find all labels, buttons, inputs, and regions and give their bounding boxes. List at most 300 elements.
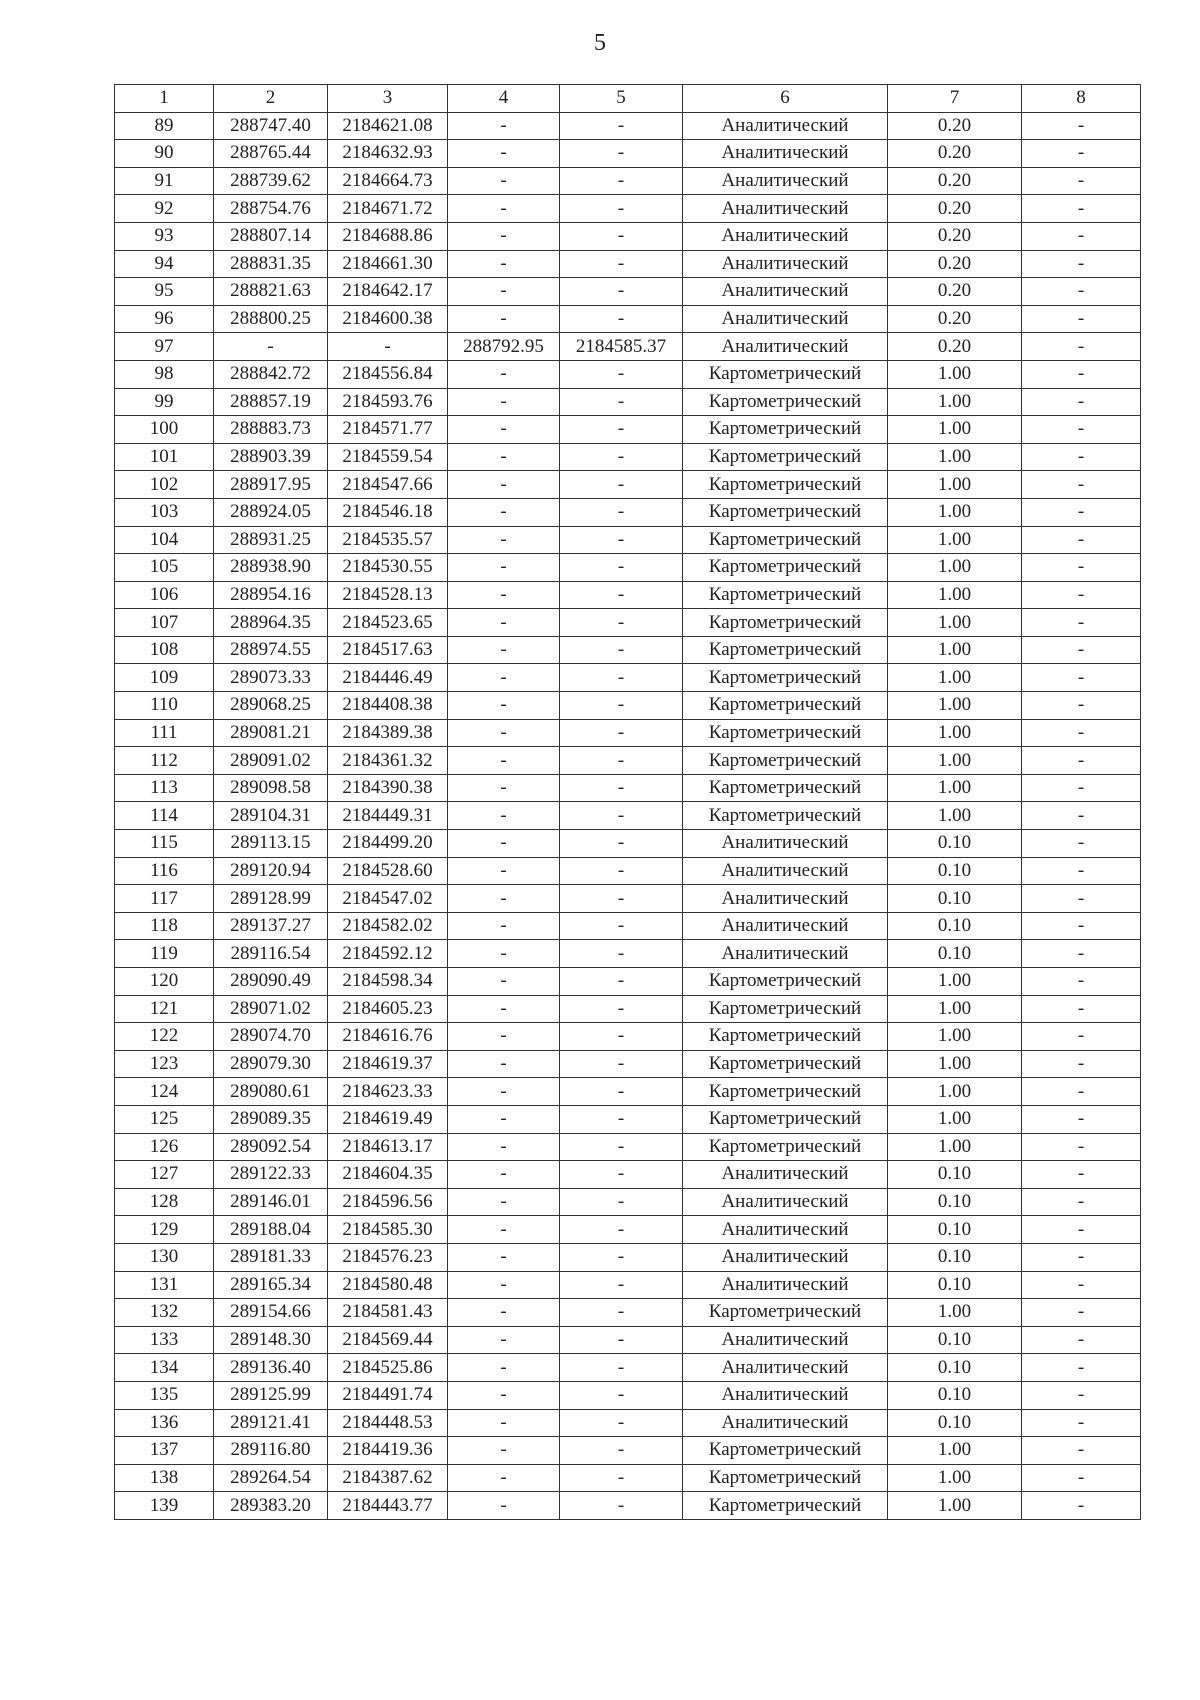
table-cell: Аналитический [683, 912, 888, 940]
table-cell: - [560, 305, 683, 333]
table-cell: - [1022, 995, 1141, 1023]
table-cell: - [1022, 333, 1141, 361]
table-row [115, 802, 1141, 830]
table-cell: - [560, 1243, 683, 1271]
table-cell: - [560, 1326, 683, 1354]
table-cell: 2184593.76 [328, 388, 448, 416]
table-cell: - [560, 1354, 683, 1382]
table-cell: 289074.70 [214, 1023, 328, 1051]
table-cell: - [448, 1299, 560, 1327]
table-row [115, 1078, 1141, 1106]
table-cell: - [1022, 1078, 1141, 1106]
table-cell: 1.00 [888, 1437, 1022, 1465]
page-number: 5 [594, 30, 606, 56]
table-cell: 1.00 [888, 498, 1022, 526]
table-cell: 1.00 [888, 1133, 1022, 1161]
table-cell: 132 [115, 1299, 214, 1327]
table-cell: - [560, 664, 683, 692]
table-cell: 0.20 [888, 112, 1022, 140]
table-cell: 289080.61 [214, 1078, 328, 1106]
table-cell: - [1022, 1354, 1141, 1382]
table-cell: 0.20 [888, 333, 1022, 361]
table-cell: 0.10 [888, 1381, 1022, 1409]
table-cell: 0.10 [888, 1271, 1022, 1299]
table-row [115, 1492, 1141, 1520]
table-cell: - [560, 940, 683, 968]
table-cell: - [448, 1078, 560, 1106]
table-cell: 289125.99 [214, 1381, 328, 1409]
table-row [115, 1299, 1141, 1327]
table-row [115, 885, 1141, 913]
table-cell: - [448, 360, 560, 388]
table-cell: 289120.94 [214, 857, 328, 885]
table-cell: 2184408.38 [328, 692, 448, 720]
table-cell: 2184517.63 [328, 636, 448, 664]
table-row [115, 664, 1141, 692]
table-cell: 289116.80 [214, 1437, 328, 1465]
table-cell: 289383.20 [214, 1492, 328, 1520]
table-cell: - [1022, 1133, 1141, 1161]
table-cell: 117 [115, 885, 214, 913]
table-cell: - [560, 719, 683, 747]
table-cell: 289089.35 [214, 1105, 328, 1133]
table-cell: - [448, 140, 560, 168]
table-cell: 289098.58 [214, 774, 328, 802]
table-cell: 100 [115, 416, 214, 444]
table-cell: 289113.15 [214, 830, 328, 858]
table-cell: - [560, 995, 683, 1023]
table-cell: Картометрический [683, 719, 888, 747]
table-cell: - [560, 1216, 683, 1244]
table-cell: 0.10 [888, 857, 1022, 885]
table-cell: Картометрический [683, 774, 888, 802]
table-cell: 288924.05 [214, 498, 328, 526]
table-cell: - [448, 1492, 560, 1520]
table-cell: 1.00 [888, 968, 1022, 996]
table-cell: 1.00 [888, 747, 1022, 775]
table-cell: - [448, 636, 560, 664]
table-cell: - [1022, 636, 1141, 664]
table-cell: 129 [115, 1216, 214, 1244]
table-cell: - [448, 498, 560, 526]
table-cell: 0.10 [888, 912, 1022, 940]
table-cell: 1.00 [888, 360, 1022, 388]
table-cell: 1.00 [888, 664, 1022, 692]
table-row [115, 1161, 1141, 1189]
table-cell: 2184499.20 [328, 830, 448, 858]
table-cell: - [448, 554, 560, 582]
table-cell: Картометрический [683, 664, 888, 692]
table-cell: 1.00 [888, 1023, 1022, 1051]
table-cell: Картометрический [683, 1023, 888, 1051]
table-row [115, 360, 1141, 388]
table-row [115, 195, 1141, 223]
table-cell: 2184546.18 [328, 498, 448, 526]
table-cell: 1.00 [888, 802, 1022, 830]
table-cell: 1.00 [888, 388, 1022, 416]
table-cell: - [448, 581, 560, 609]
table-cell: - [560, 1492, 683, 1520]
table-cell: 2184671.72 [328, 195, 448, 223]
table-cell: - [1022, 112, 1141, 140]
table-cell: 289104.31 [214, 802, 328, 830]
table-row [115, 581, 1141, 609]
table-cell: 2184623.33 [328, 1078, 448, 1106]
table-cell: Картометрический [683, 471, 888, 499]
table-cell: - [448, 250, 560, 278]
table-cell: 1.00 [888, 471, 1022, 499]
table-cell: - [448, 857, 560, 885]
column-header-4: 4 [448, 85, 560, 113]
table-cell: 139 [115, 1492, 214, 1520]
table-cell: 289071.02 [214, 995, 328, 1023]
table-cell: Картометрический [683, 554, 888, 582]
table-cell: 95 [115, 278, 214, 306]
table-row [115, 1216, 1141, 1244]
table-cell: - [560, 222, 683, 250]
table-cell: Картометрический [683, 416, 888, 444]
table-cell: 94 [115, 250, 214, 278]
table-cell: Аналитический [683, 278, 888, 306]
table-cell: 289137.27 [214, 912, 328, 940]
table-cell: - [1022, 1381, 1141, 1409]
table-row [115, 1133, 1141, 1161]
table-cell: - [560, 1105, 683, 1133]
table-cell: - [1022, 471, 1141, 499]
table-cell: 289188.04 [214, 1216, 328, 1244]
table-cell: - [448, 1326, 560, 1354]
table-cell: - [448, 526, 560, 554]
table-cell: 288954.16 [214, 581, 328, 609]
table-cell: - [560, 1078, 683, 1106]
table-cell: 0.10 [888, 1243, 1022, 1271]
table-row [115, 1354, 1141, 1382]
table-cell: 98 [115, 360, 214, 388]
table-cell: Картометрический [683, 995, 888, 1023]
table-cell: 134 [115, 1354, 214, 1382]
table-cell: 2184580.48 [328, 1271, 448, 1299]
table-cell: 288754.76 [214, 195, 328, 223]
table-cell: 1.00 [888, 1105, 1022, 1133]
table-cell: Аналитический [683, 1354, 888, 1382]
table-row [115, 1381, 1141, 1409]
table-cell: 0.10 [888, 1188, 1022, 1216]
table-cell: 123 [115, 1050, 214, 1078]
table-cell: 1.00 [888, 526, 1022, 554]
table-cell: - [1022, 1437, 1141, 1465]
table-cell: - [560, 1050, 683, 1078]
table-cell: 288964.35 [214, 609, 328, 637]
table-cell: 0.20 [888, 140, 1022, 168]
table-row [115, 471, 1141, 499]
table-cell: 0.10 [888, 1161, 1022, 1189]
table-cell: 1.00 [888, 554, 1022, 582]
table-cell: 108 [115, 636, 214, 664]
table-cell: - [560, 1188, 683, 1216]
table-cell: 288938.90 [214, 554, 328, 582]
table-cell: - [1022, 1326, 1141, 1354]
table-cell: - [1022, 1188, 1141, 1216]
table-cell: 2184535.57 [328, 526, 448, 554]
table-cell: - [448, 112, 560, 140]
table-row [115, 719, 1141, 747]
table-cell: 2184449.31 [328, 802, 448, 830]
table-cell: 109 [115, 664, 214, 692]
table-cell: - [1022, 1161, 1141, 1189]
table-cell: - [448, 388, 560, 416]
table-cell: 289081.21 [214, 719, 328, 747]
table-cell: - [448, 1133, 560, 1161]
table-cell: 2184446.49 [328, 664, 448, 692]
table-cell: 2184619.37 [328, 1050, 448, 1078]
table-cell: 2184600.38 [328, 305, 448, 333]
table-cell: - [560, 1437, 683, 1465]
table-cell: - [560, 167, 683, 195]
table-cell: - [1022, 1243, 1141, 1271]
table-cell: 1.00 [888, 443, 1022, 471]
table-cell: Картометрический [683, 1464, 888, 1492]
table-cell: - [560, 278, 683, 306]
table-cell: 120 [115, 968, 214, 996]
table-cell: - [1022, 1299, 1141, 1327]
table-row [115, 1105, 1141, 1133]
table-cell: - [560, 1133, 683, 1161]
table-cell: 135 [115, 1381, 214, 1409]
table-cell: 2184528.13 [328, 581, 448, 609]
table-cell: 1.00 [888, 1050, 1022, 1078]
table-cell: 1.00 [888, 692, 1022, 720]
table-cell: 288821.63 [214, 278, 328, 306]
table-cell: - [1022, 388, 1141, 416]
table-cell: Аналитический [683, 222, 888, 250]
table-row [115, 416, 1141, 444]
table-cell: - [448, 167, 560, 195]
table-cell: - [1022, 581, 1141, 609]
table-cell: 1.00 [888, 416, 1022, 444]
table-cell: - [560, 968, 683, 996]
table-cell: 2184642.17 [328, 278, 448, 306]
table-row [115, 912, 1141, 940]
table-cell: 0.20 [888, 222, 1022, 250]
table-cell: 128 [115, 1188, 214, 1216]
table-row [115, 443, 1141, 471]
table-cell: - [1022, 1409, 1141, 1437]
table-cell: - [448, 1161, 560, 1189]
table-row [115, 333, 1141, 361]
table-cell: - [560, 360, 683, 388]
table-cell: 91 [115, 167, 214, 195]
table-cell: 2184389.38 [328, 719, 448, 747]
column-header-2: 2 [214, 85, 328, 113]
table-cell: Аналитический [683, 1161, 888, 1189]
table-cell: - [448, 1354, 560, 1382]
table-cell: 289181.33 [214, 1243, 328, 1271]
table-cell: Картометрический [683, 443, 888, 471]
table-cell: 2184361.32 [328, 747, 448, 775]
table-cell: 288765.44 [214, 140, 328, 168]
table-cell: 125 [115, 1105, 214, 1133]
table-row [115, 388, 1141, 416]
table-cell: - [1022, 857, 1141, 885]
table-cell: Аналитический [683, 1271, 888, 1299]
table-cell: - [448, 609, 560, 637]
table-cell: 101 [115, 443, 214, 471]
table-row [115, 554, 1141, 582]
table-cell: - [560, 526, 683, 554]
table-cell: 2184523.65 [328, 609, 448, 637]
table-cell: - [560, 747, 683, 775]
table-cell: - [1022, 167, 1141, 195]
table-cell: 2184632.93 [328, 140, 448, 168]
table-cell: 289148.30 [214, 1326, 328, 1354]
table-cell: 105 [115, 554, 214, 582]
column-header-6: 6 [683, 85, 888, 113]
table-row [115, 1437, 1141, 1465]
table-cell: - [1022, 609, 1141, 637]
table-cell: - [448, 968, 560, 996]
table-cell: 89 [115, 112, 214, 140]
table-cell: 288842.72 [214, 360, 328, 388]
table-row [115, 830, 1141, 858]
table-cell: - [560, 471, 683, 499]
table-row [115, 498, 1141, 526]
table-cell: - [560, 388, 683, 416]
table-cell: 1.00 [888, 1492, 1022, 1520]
table-cell: Аналитический [683, 830, 888, 858]
table-cell: 2184585.30 [328, 1216, 448, 1244]
table-cell: Аналитический [683, 305, 888, 333]
table-row [115, 692, 1141, 720]
table-cell: 2184547.66 [328, 471, 448, 499]
table-cell: 0.20 [888, 167, 1022, 195]
table-cell: - [448, 995, 560, 1023]
table-cell: 289154.66 [214, 1299, 328, 1327]
table-cell: 131 [115, 1271, 214, 1299]
table-cell: - [448, 830, 560, 858]
table-body [115, 112, 1141, 1519]
table-cell: Картометрический [683, 802, 888, 830]
table-cell: Аналитический [683, 195, 888, 223]
table-cell: 2184491.74 [328, 1381, 448, 1409]
table-cell: 1.00 [888, 609, 1022, 637]
table-cell: - [1022, 968, 1141, 996]
table-cell: - [448, 1188, 560, 1216]
table-cell: - [1022, 1464, 1141, 1492]
table-cell: 99 [115, 388, 214, 416]
table-cell: 2184559.54 [328, 443, 448, 471]
table-row [115, 1243, 1141, 1271]
table-cell: Аналитический [683, 1409, 888, 1437]
table-cell: - [448, 278, 560, 306]
table-cell: - [448, 747, 560, 775]
table-cell: - [1022, 802, 1141, 830]
table-cell: 106 [115, 581, 214, 609]
table-row [115, 995, 1141, 1023]
table-cell: - [1022, 1216, 1141, 1244]
table-cell: 126 [115, 1133, 214, 1161]
table-cell: - [1022, 222, 1141, 250]
table-cell: - [560, 857, 683, 885]
table-cell: 0.10 [888, 1326, 1022, 1354]
table-cell: 2184664.73 [328, 167, 448, 195]
table-cell: - [1022, 885, 1141, 913]
table-cell: - [560, 609, 683, 637]
table-cell: 0.10 [888, 830, 1022, 858]
table-cell: 2184592.12 [328, 940, 448, 968]
table-cell: Аналитический [683, 167, 888, 195]
table-cell: 288974.55 [214, 636, 328, 664]
table-cell: 289092.54 [214, 1133, 328, 1161]
table-cell: 97 [115, 333, 214, 361]
table-cell: - [1022, 774, 1141, 802]
table-cell: - [560, 802, 683, 830]
table-header [115, 85, 1141, 113]
table-cell: - [560, 912, 683, 940]
table-cell: Картометрический [683, 1050, 888, 1078]
table-cell: 2184547.02 [328, 885, 448, 913]
table-cell: 1.00 [888, 719, 1022, 747]
table-cell: Аналитический [683, 857, 888, 885]
table-cell: 289116.54 [214, 940, 328, 968]
table-cell: 2184621.08 [328, 112, 448, 140]
table-cell: 2184387.62 [328, 1464, 448, 1492]
table-cell: Картометрический [683, 1437, 888, 1465]
table-cell: Картометрический [683, 636, 888, 664]
table-row [115, 1023, 1141, 1051]
table-cell: Аналитический [683, 1243, 888, 1271]
table-cell: 1.00 [888, 581, 1022, 609]
table-cell: - [1022, 664, 1141, 692]
table-cell: - [560, 1299, 683, 1327]
table-cell: - [1022, 1105, 1141, 1133]
table-row [115, 747, 1141, 775]
table-cell: 96 [115, 305, 214, 333]
table-cell: 288931.25 [214, 526, 328, 554]
table-cell: 288917.95 [214, 471, 328, 499]
table-cell: - [448, 664, 560, 692]
table-cell: 289264.54 [214, 1464, 328, 1492]
table-cell: Аналитический [683, 1326, 888, 1354]
table-cell: - [1022, 1271, 1141, 1299]
table-cell: - [448, 1105, 560, 1133]
table-cell: - [448, 692, 560, 720]
table-row [115, 1326, 1141, 1354]
table-cell: - [560, 1023, 683, 1051]
table-cell: - [1022, 416, 1141, 444]
table-cell: Картометрический [683, 1299, 888, 1327]
table-cell: - [560, 1409, 683, 1437]
table-cell: 2184576.23 [328, 1243, 448, 1271]
table-cell: Аналитический [683, 940, 888, 968]
table-cell: 138 [115, 1464, 214, 1492]
table-row [115, 1188, 1141, 1216]
table-cell: 122 [115, 1023, 214, 1051]
table-cell: - [448, 1437, 560, 1465]
table-cell: 0.10 [888, 1216, 1022, 1244]
table-cell: 2184605.23 [328, 995, 448, 1023]
table-cell: - [560, 1161, 683, 1189]
table-cell: 2184569.44 [328, 1326, 448, 1354]
table-cell: 2184525.86 [328, 1354, 448, 1382]
table-cell: 289146.01 [214, 1188, 328, 1216]
table-cell: - [1022, 747, 1141, 775]
table-row [115, 1050, 1141, 1078]
table-cell: - [1022, 140, 1141, 168]
table-cell: 289079.30 [214, 1050, 328, 1078]
column-header-1: 1 [115, 85, 214, 113]
table-cell: - [560, 1271, 683, 1299]
table-row [115, 609, 1141, 637]
